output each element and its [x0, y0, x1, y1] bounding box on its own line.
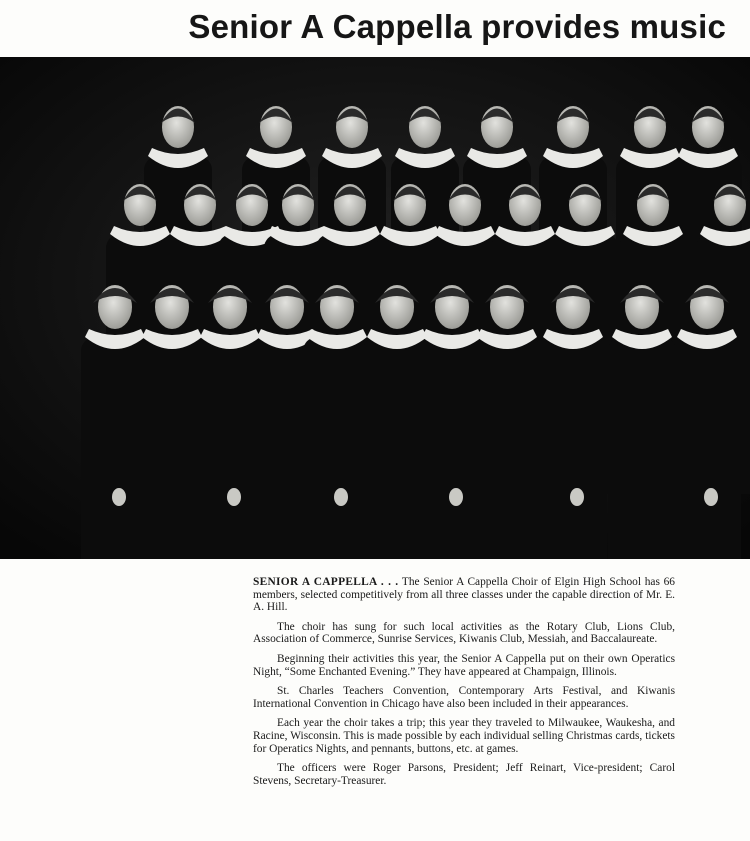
choir-illustration: [0, 57, 750, 559]
article-paragraph-2: The choir has sung for such local activities as the Rotary Club, Lions Club, Association of Commerce, Sunrise Services, Kiwanis Club, Messiah, and Baccalaureate.: [253, 620, 675, 646]
article-paragraph-4: St. Charles Teachers Convention, Contemporary Arts Festival, and Kiwanis International Convention in Chicago have also been included in their appearances.: [253, 685, 675, 710]
article-paragraph-6: The officers were Roger Parsons, President; Jeff Reinart, Vice-president; Carol Stevens, Secretary-Treasurer.: [253, 762, 675, 787]
article-body: [253, 576, 675, 794]
article-text-1: The Senior A Cappella Choir of Elgin High School has 66 members, selected competitively from all three classes under the capable direction of Mr. E. A. Hill.: [253, 576, 675, 614]
article-paragraph-1: [253, 576, 675, 614]
article-paragraph-5: Each year the choir takes a trip; this year they traveled to Milwaukee, Waukesha, and Racine, Wisconsin. This is made possible by each individual selling Christmas cards, tickets for Operatics Nights, and pennants, buttons, etc. at games.: [253, 717, 675, 755]
page-headline: Senior A Cappella provides music: [188, 8, 726, 45]
choir-photo: [0, 57, 750, 559]
article-paragraph-3: Beginning their activities this year, the Senior A Cappella put on their own Operatics Night, “Some Enchanted Evening.” They have appeared at Champaign, Illinois.: [253, 652, 675, 678]
article-lead-in: SENIOR A CAPPELLA . . .: [253, 576, 399, 588]
